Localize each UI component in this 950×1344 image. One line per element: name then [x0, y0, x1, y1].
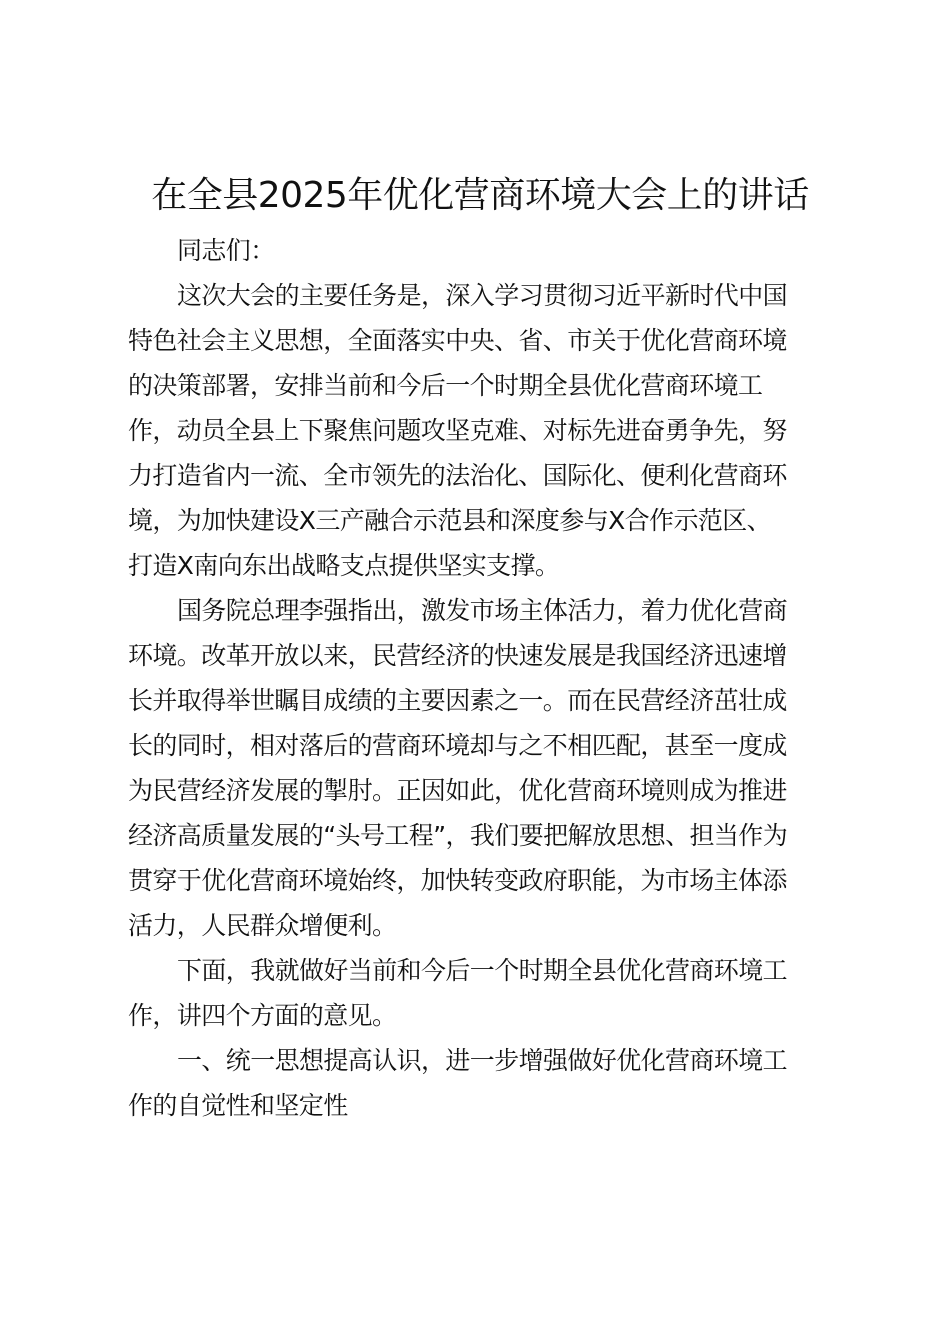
text-line: 作的自觉性和坚定性	[128, 1091, 348, 1120]
text-line: 长并取得举世瞩目成绩的主要因素之一。而在民营经济茁壮成	[128, 686, 787, 715]
text-line: 活力，人民群众增便利。	[128, 911, 397, 940]
text-line: 境，为加快建设X三产融合示范县和深度参与X合作示范区、	[128, 506, 772, 535]
text-line: 的决策部署，安排当前和今后一个时期全县优化营商环境工	[128, 371, 763, 400]
text-line: 环境。改革开放以来，民营经济的快速发展是我国经济迅速增	[128, 641, 787, 670]
paragraph-intro	[128, 948, 828, 1038]
text-line: 一、统一思想提高认识，进一步增强做好优化营商环境工	[177, 1046, 788, 1075]
text-line: 作，动员全县上下聚焦问题攻坚克难、对标先进奋勇争先，努	[128, 416, 787, 445]
text-line: 这次大会的主要任务是，深入学习贯彻习近平新时代中国	[177, 281, 788, 310]
text-line: 长的同时，相对落后的营商环境却与之不相匹配，甚至一度成	[128, 731, 787, 760]
paragraph-premier	[128, 588, 828, 948]
paragraph-task	[128, 273, 828, 588]
document-title: 在全县2025年优化营商环境大会上的讲话	[151, 175, 809, 216]
text-line: 作，讲四个方面的意见。	[128, 1001, 397, 1030]
text-line: 经济高质量发展的“头号工程”，我们要把解放思想、担当作为	[128, 821, 788, 850]
text-line: 打造X南向东出战略支点提供坚实支撑。	[128, 551, 560, 580]
section-heading-1	[128, 1038, 828, 1128]
text-line: 特色社会主义思想，全面落实中央、省、市关于优化营商环境	[128, 326, 787, 355]
text-line: 下面，我就做好当前和今后一个时期全县优化营商环境工	[177, 956, 788, 985]
paragraph-salutation	[128, 228, 828, 273]
text-line: 贯穿于优化营商环境始终，加快转变政府职能，为市场主体添	[128, 866, 787, 895]
text-line: 为民营经济发展的掣肘。正因如此，优化营商环境则成为推进	[128, 776, 787, 805]
text-line: 同志们：	[177, 236, 275, 265]
text-line: 力打造省内一流、全市领先的法治化、国际化、便利化营商环	[128, 461, 787, 490]
document-body	[128, 228, 828, 1128]
text-line: 国务院总理李强指出，激发市场主体活力，着力优化营商	[177, 596, 788, 625]
